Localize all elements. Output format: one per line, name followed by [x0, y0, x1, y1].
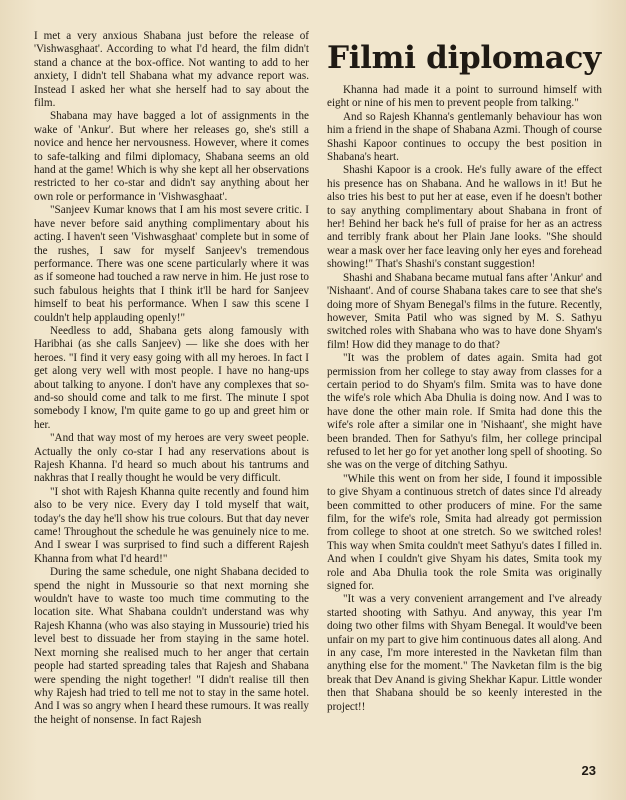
right-column — [327, 30, 602, 790]
article-paragraph: "I shot with Rajesh Khanna quite recently and found him also to be very nice. Every day I told myself that wait, today's the day he'll show his true colours. But that day never came! Throughout the schedule he was genuinely nice to me. And I swear I was surprised to find such a different Rajesh Khanna from what I'd heard!" — [34, 485, 309, 565]
article-paragraph: And so Rajesh Khanna's gentlemanly behaviour has won him a friend in the shape of Shabana Azmi. Though of course Shashi Kapoor continues to occupy the best position in Shabana's heart. — [327, 110, 602, 164]
article-paragraph: Shabana may have bagged a lot of assignments in the wake of 'Ankur'. But where her releases go, she's still a novice and hence her nervousness. However, where it comes to safe-talking and filmi diplomacy, Shabana seems an old hand at the game! Which is why she kept all her observations restricted to her co-star and didn't say anything about her own role or performance in 'Vishwasghaat'. — [34, 110, 309, 203]
article-paragraph: I met a very anxious Shabana just before the release of 'Vishwasghaat'. According to what I'd heard, the film didn't stand a chance at the box-office. Not wanting to add to her anxiety, I didn't tell Shabana what my advance report was. Instead I asked her what she herself had to say about the film. — [34, 30, 309, 110]
article-paragraph: Needless to add, Shabana gets along famously with Haribhai (as she calls Sanjeev) — like she does with her heroes. "I find it very easy going with all my heroes. In fact I get along very well with most people. I have no hang-ups about talking to anyone. I don't have any complexes that so-and-so should come and talk to me first. The minute I spot somebody I know, I'm quite game to go up and greet him or her. — [34, 324, 309, 431]
article-paragraph: "While this went on from her side, I found it impossible to give Shyam a continuous stretch of dates since I'd already been committed to other producers of mine. For the same film, for the wife's role, Smita had already got permission from college to shoot at one stretch. So we switched roles! This way when Smita couldn't meet Sathyu's dates I filled in. And when I couldn't give Shyam his dates, Smita took my role and Aba Dhulia took the role Smita was originally signed for. — [327, 472, 602, 593]
article-title: Filmi diplomacy — [327, 40, 601, 76]
article-paragraph: Shashi Kapoor is a crook. He's fully aware of the effect his presence has on Shabana. And he wallows in it! But he also tries his best to put her at ease, even if he doesn't bother to say anything complimentary about Shabana in front of her! Behind her back he's full of praise for her as an actress and terribly frank about her Plain Jane looks. "She should wear a mask over her face leaving only her eyes and forehead showing!" That's Shashi's constant suggestion! — [327, 164, 602, 271]
page-number: 23 — [581, 763, 596, 778]
article-columns — [34, 30, 602, 790]
article-paragraph: "It was a very convenient arrangement and I've already started shooting with Sathyu. And anyway, this year I'm doing two other films with Shyam Benegal. It would've been unfair on my part to give him continuous dates all along. And in any case, I'm more interested in the Navketan film than anything else for the moment." The Navketan film is the big break that Dev Anand is giving Shekhar Kapur. Little wonder then that Shabana should be so keenly interested in the project!! — [327, 593, 602, 713]
article-paragraph: "It was the problem of dates again. Smita had got permission from her college to stay away from classes for a certain period to do Shyam's film. Smita was to have done the wife's role which Aba Dhulia is doing now. And I was to have done the other main role. If Smita had done this the wife's role after a similar one in 'Nishaant', she might have been branded. Then for Sathyu's film, her college principal refused to let her go for yet another long spell of shooting. So she was on the verge of ditching Sathyu. — [327, 352, 602, 472]
article-paragraph: During the same schedule, one night Shabana decided to spend the night in Mussourie so that next morning she wouldn't have to waste too much time commuting to the location site. What Shabana couldn't understand was why Rajesh Khanna (who was also staying in Mussourie) tried his level best to dissuade her from staying in the same hotel. Next morning she realised much to her anger that certain people had started spreading tales that Rajesh and Shabana were spending the night together! "I didn't realise till then why Rajesh had tried to tell me not to stay in the same hotel. And I was so angry when I heard these rumours. It was really the height of nonsense. In fact Rajesh — [34, 566, 309, 726]
article-paragraph: "And that way most of my heroes are very sweet people. Actually the only co-star I had any reservations about is Rajesh Khanna. I'd heard so much about his tantrums and nakhras that I really thought he would be very difficult. — [34, 432, 309, 485]
article-paragraph: "Sanjeev Kumar knows that I am his most severe critic. I have never before said anything complimentary about his acting. I haven't seen 'Vishwasghaat' complete but in some of the rushes, I saw for myself Sanjeev's tremendous performance. There was one scene particularly where it was as if someone had touched a raw nerve in him. He just rose to such fabulous heights that I think it'll be hard for Sanjeev himself to beat his performance. When I saw this scene I couldn't help applauding openly!" — [34, 204, 309, 324]
article-paragraph: Shashi and Shabana became mutual fans after 'Ankur' and 'Nishaant'. And of course Shabana takes care to see that she's doing more of Shyam Benegal's films in the future. Recently, however, Smita Patil who was signed by M. S. Sathyu switched roles with Shabana who was to have done Shyam's film! How did they manage to do that? — [327, 271, 602, 351]
article-paragraph: Khanna had made it a point to surround himself with eight or nine of his men to prevent people from talking." — [327, 84, 602, 110]
left-column — [34, 30, 309, 790]
